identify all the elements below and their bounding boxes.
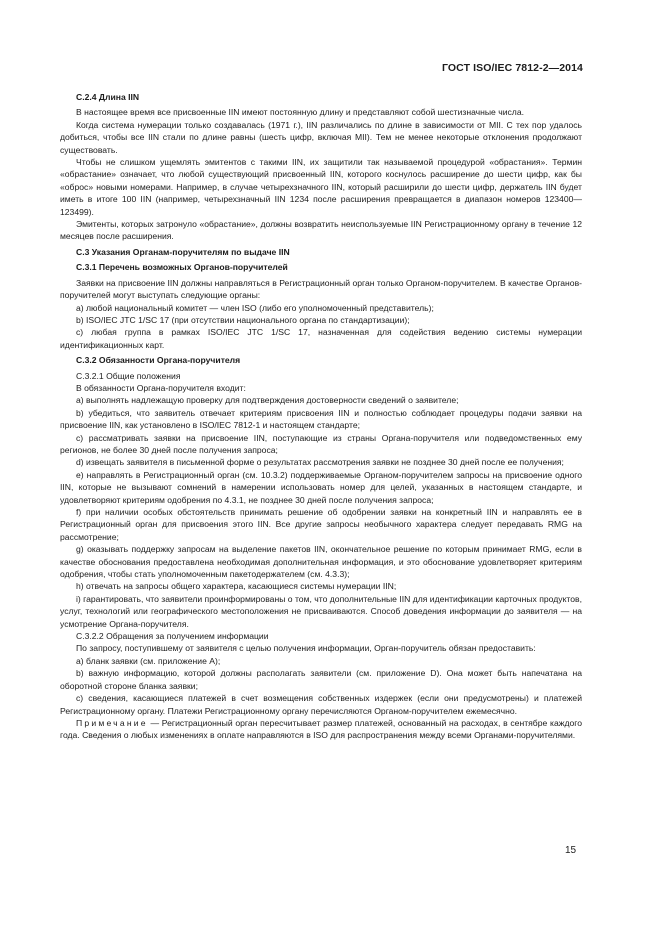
list-item: а) бланк заявки (см. приложение А); xyxy=(76,655,221,666)
list-item: c) рассматривать заявки на присвоение IIN, поступающие из страны Органа-поручителя или подведомственных ему регионов, не более 30 дней после получения запроса; xyxy=(60,432,582,455)
subheading-c322: С.3.2.2 Обращения за получением информации xyxy=(76,631,269,642)
list-item: b) ISO/IEC JTC 1/SC 17 (при отсутствии национального органа по стандартизации); xyxy=(76,314,410,325)
list-item: h) отвечать на запросы общего характера, касающиеся системы нумерации IIN; xyxy=(76,581,397,592)
heading-c24: С.2.4 Длина IIN xyxy=(76,92,140,102)
list-item: f) при наличии особых обстоятельств принимать решение об одобрении заявки на конкретный IIN и направлять ее в Регистрационный орган для присвоения этого IIN. Все другие запросы необычного характера следует передавать RMG на рассмотрение; xyxy=(60,507,582,542)
paragraph: Чтобы не слишком ущемлять эмитентов с такими IIN, их защитили так называемой процедурой «обрастания». Термин «обрастание» означает, что любой существующий присвоенный IIN, которого коснулось расширение до шести цифр, как бы «оброс» новыми номерами. Например, в случае четырехзначного IIN, который расширили до шести цифр, держатель IIN будет иметь в итоге 100 IIN (например, четырехзначный IIN 1234 после расширения превращается в диапазон номеров 123400—123499). xyxy=(60,157,582,217)
paragraph: В обязанности Органа-поручителя входит: xyxy=(76,382,246,393)
note xyxy=(60,717,582,742)
heading-c3: С.3 Указания Органам-поручителям по выдаче IIN xyxy=(76,246,290,257)
list-item: а) любой национальный комитет — член ISO (либо его уполномоченный представитель); xyxy=(76,302,434,313)
list-item: i) гарантировать, что заявители проинформированы о том, что дополнительные IIN для идентификации карточных продуктов, услуг, технологий или географического местоположения не присваиваются. Способ доведения информации до заявителя — на усмотрение Органа-поручителя. xyxy=(60,593,582,629)
list-item: c) сведения, касающиеся платежей в счет возмещения собственных издержек (если они предусмотрены) и платежей Регистрационному органу. Платежи Регистрационному органу перечисляются Органом-поручителем ежемесячно. xyxy=(60,693,582,716)
list-item: c) любая группа в рамках ISO/IEC JTC 1/SC 17, назначенная для содействия ведению системы нумерации идентификационных карт. xyxy=(60,327,582,350)
list-item: d) извещать заявителя в письменной форме о результатах рассмотрения заявки не позднее 30 дней после ее получения; xyxy=(76,457,564,468)
list-item: а) выполнять надлежащую проверку для подтверждения достоверности сведений о заявителе; xyxy=(76,395,459,406)
note-text: — Регистрационный орган пересчитывает размер платежей, основанный на расходах, в сентябре каждого года. Сведения о любых изменениях в оплате направляются в ISO для распространения между всеми Органами-поручителями. xyxy=(60,717,582,741)
paragraph: Когда система нумерации только создавалась (1971 г.), IIN различались по длине в зависимости от MII. С тех пор удалось добиться, чтобы все IIN стали по длине равны (шесть цифр, включая MII). Тем не менее некоторые отклонения продолжают существовать. xyxy=(60,119,582,155)
note-label: Примечание xyxy=(76,717,148,728)
paragraph: По запросу, поступившему от заявителя с целью получения информации, Орган-поручитель обязан предоставить: xyxy=(76,643,536,654)
paragraph: Эмитенты, которых затронуло «обрастание», должны возвратить неиспользуемые IIN Регистрационному органу в течение 12 месяцев после расширения. xyxy=(60,219,582,242)
list-item: b) важную информацию, которой должны располагать заявители (см. приложение D). Она может быть напечатана на оборотной стороне бланка заявки; xyxy=(60,668,582,691)
standard-header: ГОСТ ISO/IEC 7812-2—2014 xyxy=(441,62,583,74)
page-number: 15 xyxy=(565,845,577,856)
subheading-c321: С.3.2.1 Общие положения xyxy=(76,370,181,381)
paragraph: Заявки на присвоение IIN должны направляться в Регистрационный орган только Органом-поручителем. В качестве Органов-поручителей могут выступать следующие органы: xyxy=(60,277,582,301)
list-item: b) убедиться, что заявитель отвечает критериям присвоения IIN и полностью соблюдает процедуры подачи заявки на присвоение IIN, как установлено в ISO/IEC 7812-1 и настоящем стандарте; xyxy=(60,407,582,431)
main-content xyxy=(60,91,582,742)
list-item: е) направлять в Регистрационный орган (см. 10.3.2) поддерживаемые Органом-поручителем запросы на присвоение одного IIN, которые не вызывают сомнений в намерении использовать номер для целей, указанных в настоящем стандарте, и удовлетворяют критериям одобрения по 4.3.1, не позднее 30 дней после получения запроса; xyxy=(60,469,582,505)
paragraph: В настоящее время все присвоенные IIN имеют постоянную длину и представляют собой шестизначные числа. xyxy=(76,107,524,118)
list-item: g) оказывать поддержку запросам на выделение пакетов IIN, окончательное решение по которым принимает RMG, если в качестве обоснования предоставлена необходимая дополнительная информация, и это обоснование удовлетворяет критериям одобрения, чтобы стать уполномоченным пакетодержателем (см. 4.3.3); xyxy=(60,544,582,580)
heading-c32: С.3.2 Обязанности Органа-поручителя xyxy=(76,355,241,366)
heading-c31: С.3.1 Перечень возможных Органов-поручителей xyxy=(76,262,288,273)
